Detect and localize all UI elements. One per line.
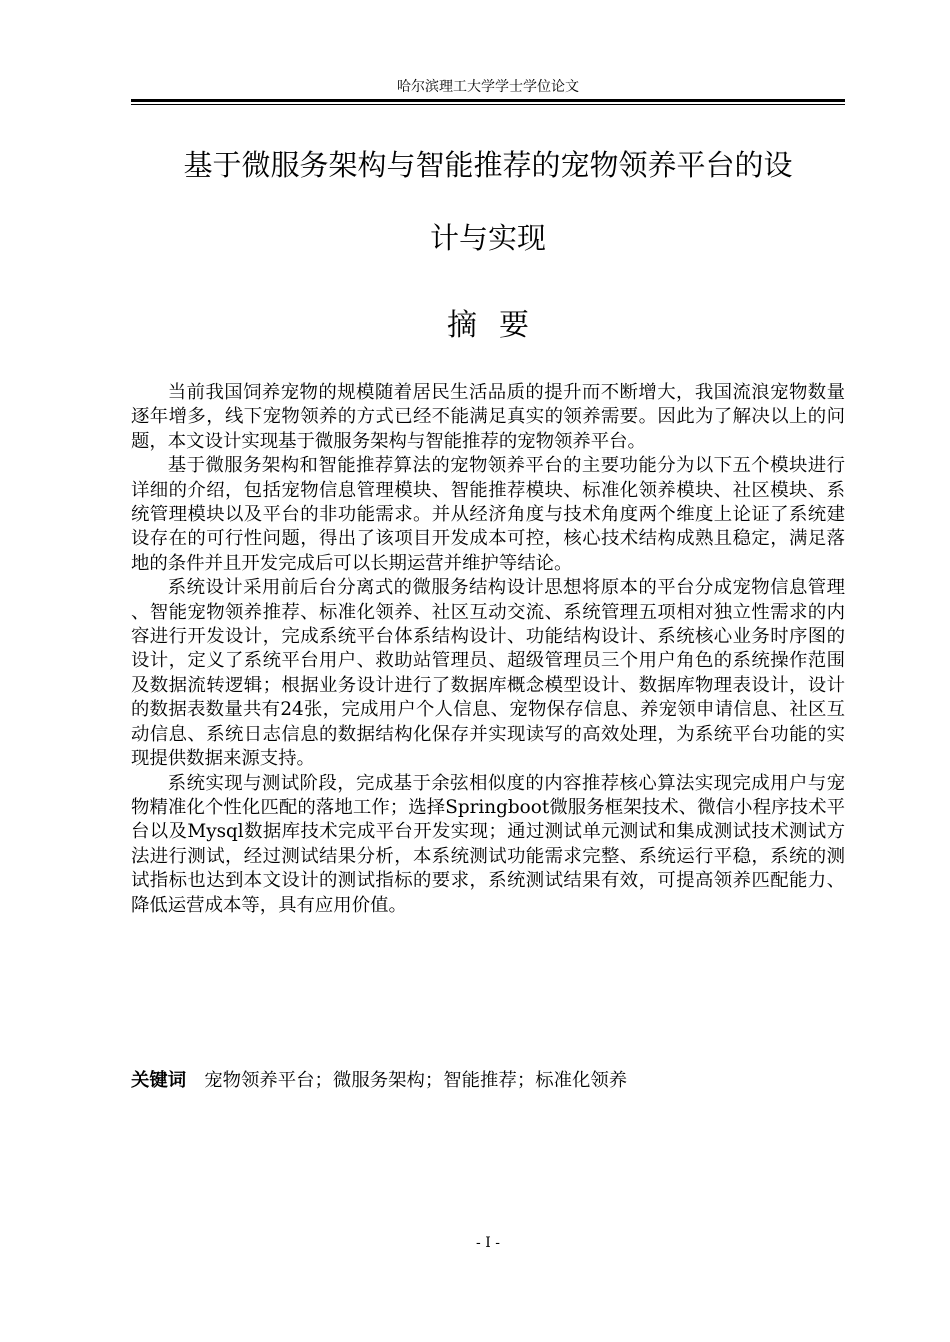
page-number: - I -: [476, 1235, 500, 1251]
keywords-line: [131, 1069, 845, 1093]
abstract-body: [131, 381, 845, 918]
header-rule-thick: [131, 99, 845, 102]
abstract-paragraph-1: 当前我国饲养宠物的规模随着居民生活品质的提升而不断增大，我国流浪宠物数量逐年增多，线下宠物领养的方式已经不能满足真实的领养需要。因此为了解决以上的问题，本文设计实现基于微服务架构与智能推荐的宠物领养平台。: [131, 382, 845, 452]
abstract-heading: 摘要: [447, 308, 551, 343]
abstract-paragraph-2: 基于微服务架构和智能推荐算法的宠物领养平台的主要功能分为以下五个模块进行详细的介绍，包括宠物信息管理模块、智能推荐模块、标准化领养模块、社区模块、系统管理模块以及平台的非功能需求。并从经济角度与技术角度两个维度上论证了系统建设存在的可行性问题，得出了该项目开发成本可控，核心技术结构成熟且稳定，满足落地的条件并且开发完成后可以长期运营并维护等结论。: [131, 455, 845, 574]
abstract-paragraph-3: 系统设计采用前后台分离式的微服务结构设计思想将原本的平台分成宠物信息管理、智能宠物领养推荐、标准化领养、社区互动交流、系统管理五项相对独立性需求的内容进行开发设计，完成系统平台体系结构设计、功能结构设计、系统核心业务时序图的设计，定义了系统平台用户、救助站管理员、超级管理员三个用户角色的系统操作范围及数据流转逻辑；根据业务设计进行了数据库概念模型设计、数据库物理表设计，设计的数据表数量共有24张，完成用户个人信息、宠物保存信息、养宠领申请信息、社区互动信息、系统日志信息的数据结构化保存并实现读写的高效处理，为系统平台功能的实现提供数据来源支持。: [131, 577, 845, 770]
abstract-paragraph-4: 系统实现与测试阶段，完成基于余弦相似度的内容推荐核心算法实现完成用户与宠物精准化个性化匹配的落地工作；选择Springboot微服务框架技术、微信小程序技术平台以及Mysql数据库技术完成平台开发实现；通过测试单元测试和集成测试技术测试方法进行测试，经过测试结果分析，本系统测试功能需求完整、系统运行平稳，系统的测试指标也达到本文设计的测试指标的要求，系统测试结果有效，可提高领养匹配能力、降低运营成本等，具有应用价值。: [131, 772, 845, 916]
running-header: 哈尔滨理工大学学士学位论文: [397, 79, 579, 95]
keywords-text: 宠物领养平台；微服务架构；智能推荐；标准化领养: [204, 1070, 628, 1091]
keywords-label: 关键词: [131, 1070, 187, 1091]
header-rule-thin: [131, 104, 845, 105]
thesis-title-line-1: 基于微服务架构与智能推荐的宠物领养平台的设: [183, 148, 793, 182]
thesis-title-line-2: 计与实现: [429, 221, 546, 255]
